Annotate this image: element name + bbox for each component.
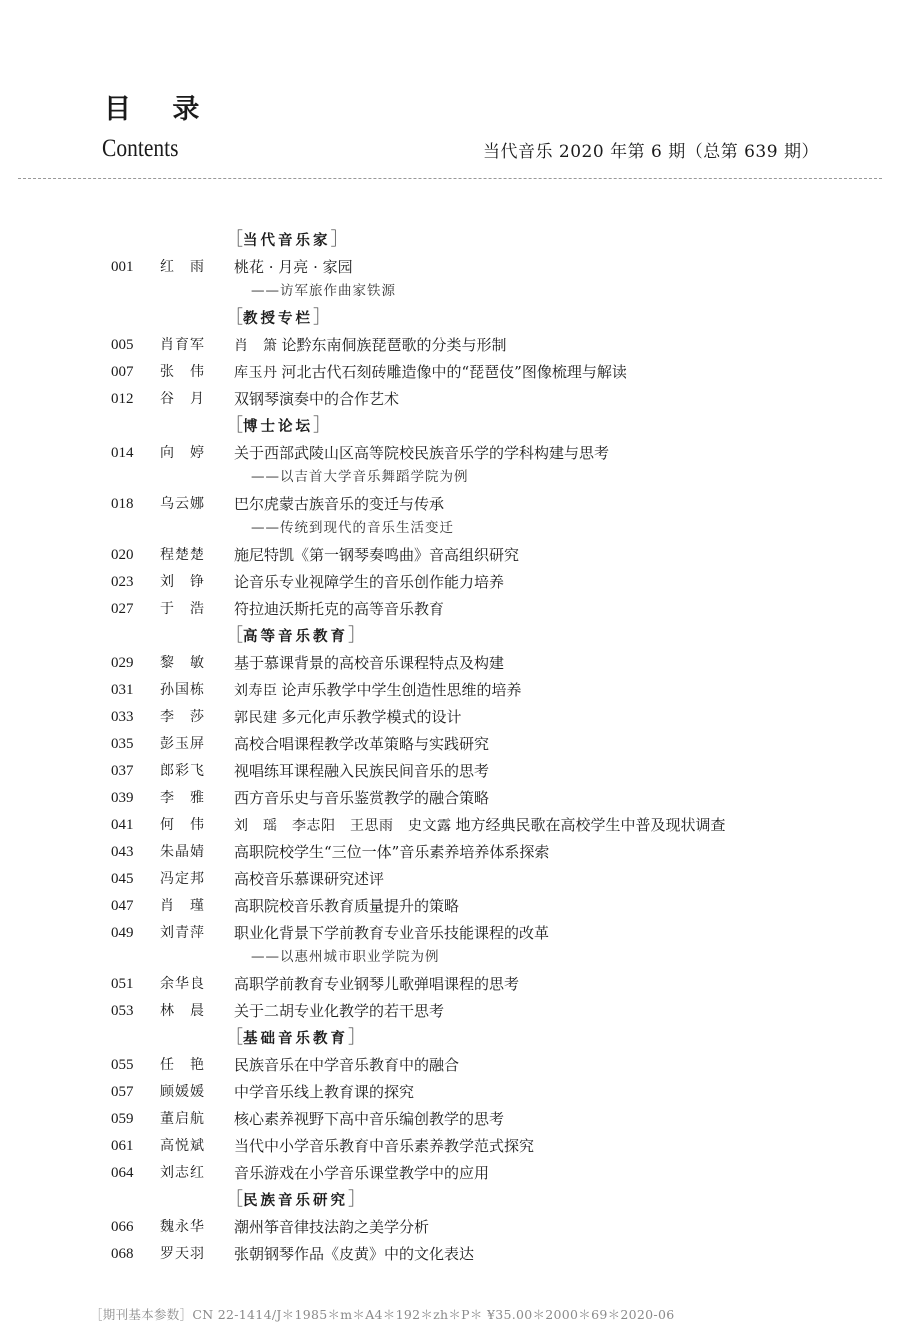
page-number: 029 — [111, 655, 134, 671]
bracket-left: ［ — [225, 1027, 243, 1048]
title-line — [234, 679, 522, 702]
toc-entry[interactable] — [0, 571, 900, 593]
title-line — [234, 571, 504, 593]
page-number: 033 — [111, 709, 134, 725]
author-name: 魏永华 — [160, 1219, 205, 1235]
author-name: 高悦斌 — [160, 1138, 205, 1154]
page-number: 055 — [111, 1057, 134, 1073]
article-title: 地方经典民歌在高校学生中普及现状调查 — [455, 816, 726, 834]
coauthor-names: 郭民建 — [234, 710, 278, 726]
article-title: 符拉迪沃斯托克的高等音乐教育 — [234, 600, 445, 618]
page-number: 057 — [111, 1084, 134, 1100]
author-name: 谷 月 — [160, 391, 205, 407]
page-number: 020 — [111, 547, 134, 563]
article-title: 高职院校学生“三位一体”音乐素养培养体系探索 — [234, 843, 550, 861]
bracket-right: ］ — [313, 415, 331, 436]
page-number: 031 — [111, 682, 134, 698]
author-name: 肖 瑾 — [160, 898, 205, 914]
section-label: 当代音乐家 — [243, 233, 331, 249]
article-title: 核心素养视野下高中音乐编创教学的思考 — [234, 1110, 505, 1128]
article-title: 高校音乐慕课研究述评 — [234, 870, 385, 888]
title-line — [234, 1000, 444, 1022]
author-name: 朱晶婧 — [160, 844, 205, 860]
author-name: 李 雅 — [160, 790, 205, 806]
title-line — [234, 361, 627, 384]
toc-entry[interactable] — [0, 652, 900, 674]
toc-entry[interactable] — [0, 442, 900, 464]
coauthor-names: 刘寿臣 — [234, 683, 278, 699]
toc-entry[interactable] — [0, 679, 900, 701]
title-line — [234, 922, 549, 944]
author-name: 红 雨 — [160, 259, 205, 275]
bracket-left: ［ — [225, 229, 243, 250]
section-heading — [225, 415, 331, 437]
article-subtitle: ——访军旅作曲家铁源 — [251, 283, 396, 299]
author-name: 孙国栋 — [160, 682, 205, 698]
toc-entry[interactable] — [0, 544, 900, 566]
page-number: 045 — [111, 871, 134, 887]
bracket-right: ］ — [348, 1027, 366, 1048]
title-line — [234, 652, 504, 674]
article-title: 多元化声乐教学模式的设计 — [281, 708, 462, 726]
author-name: 张 伟 — [160, 364, 205, 380]
page-number: 049 — [111, 925, 134, 941]
coauthor-names: 库玉丹 — [234, 365, 278, 381]
page-number: 064 — [111, 1165, 134, 1181]
toc-entry[interactable] — [0, 787, 900, 809]
toc-entry[interactable] — [0, 1081, 900, 1103]
page-number: 023 — [111, 574, 134, 590]
title-line — [234, 256, 353, 278]
page-number: 068 — [111, 1246, 134, 1262]
bracket-right: ］ — [348, 1189, 366, 1210]
title-line — [234, 442, 609, 464]
bracket-left: ［ — [225, 307, 243, 328]
article-title: 中学音乐线上教育课的探究 — [234, 1083, 415, 1101]
toc-entry[interactable] — [0, 895, 900, 917]
page-number: 007 — [111, 364, 134, 380]
article-title: 双钢琴演奏中的合作艺术 — [234, 390, 400, 408]
article-title: 潮州筝音律技法韵之美学分析 — [234, 1218, 430, 1236]
page-number: 043 — [111, 844, 134, 860]
title-line — [234, 760, 489, 782]
author-name: 李 莎 — [160, 709, 205, 725]
author-name: 任 艳 — [160, 1057, 205, 1073]
bracket-right: ］ — [330, 229, 349, 250]
article-subtitle: ——以惠州城市职业学院为例 — [251, 949, 440, 965]
article-title: 当代中小学音乐教育中音乐素养教学范式探究 — [234, 1137, 535, 1155]
toc-entry[interactable] — [0, 256, 900, 278]
author-name: 乌云娜 — [160, 496, 205, 512]
article-title: 关于西部武陵山区高等院校民族音乐学的学科构建与思考 — [234, 444, 610, 462]
article-title: 民族音乐在中学音乐教育中的融合 — [234, 1056, 460, 1074]
toc-entry[interactable] — [0, 334, 900, 356]
page-number: 005 — [111, 337, 134, 353]
toc-entry[interactable] — [0, 1054, 900, 1076]
section-label: 基础音乐教育 — [243, 1031, 348, 1047]
page-number: 047 — [111, 898, 134, 914]
toc-entry[interactable] — [0, 841, 900, 863]
author-name: 肖育军 — [160, 337, 205, 353]
section-heading — [225, 229, 349, 251]
page-number: 051 — [111, 976, 134, 992]
article-title: 高校合唱课程教学改革策略与实践研究 — [234, 735, 490, 753]
bracket-left: ［ — [225, 625, 243, 646]
article-title: 关于二胡专业化教学的若干思考 — [234, 1002, 445, 1020]
author-name: 罗天羽 — [160, 1246, 205, 1262]
article-title: 视唱练耳课程融入民族民间音乐的思考 — [234, 762, 490, 780]
article-title: 基于慕课背景的高校音乐课程特点及构建 — [234, 654, 505, 672]
author-name: 刘志红 — [160, 1165, 205, 1181]
coauthor-names: 刘 瑶 李志阳 王思雨 史文露 — [234, 818, 452, 834]
section-heading — [225, 1189, 366, 1211]
toc-entry[interactable] — [0, 706, 900, 728]
toc-entry[interactable] — [0, 1135, 900, 1157]
toc-entry[interactable] — [0, 361, 900, 383]
journal-parameters-footer: ［期刊基本参数］CN 22-1414/J＊1985＊m＊A4＊192＊zh＊P＊ ¥35.00＊2000＊69＊2020-06 — [90, 1307, 675, 1322]
page-number: 061 — [111, 1138, 134, 1154]
toc-entry[interactable] — [0, 388, 900, 410]
toc-entry[interactable] — [0, 598, 900, 620]
title-line — [234, 1162, 489, 1184]
page-number: 059 — [111, 1111, 134, 1127]
journal-issue-info: 当代音乐 2020 年第 6 期（总第 639 期） — [483, 142, 819, 162]
page-number: 035 — [111, 736, 134, 752]
article-title: 施尼特凯《第一钢琴奏鸣曲》音高组织研究 — [234, 546, 520, 564]
article-title: 桃花 · 月亮 · 家园 — [234, 258, 353, 276]
section-heading — [225, 625, 366, 647]
article-title: 西方音乐史与音乐鉴赏教学的融合策略 — [234, 789, 490, 807]
page-number: 066 — [111, 1219, 134, 1235]
article-subtitle: ——以吉首大学音乐舞蹈学院为例 — [251, 469, 469, 485]
bracket-right: ］ — [313, 307, 331, 328]
article-title: 论黔东南侗族琵琶歌的分类与形制 — [281, 336, 507, 354]
toc-entry[interactable] — [0, 1000, 900, 1022]
title-line — [234, 334, 507, 357]
title-line — [234, 895, 459, 917]
article-title: 高职学前教育专业钢琴儿歌弹唱课程的思考 — [234, 975, 520, 993]
page-number: 018 — [111, 496, 134, 512]
section-label: 民族音乐研究 — [243, 1193, 348, 1209]
section-label: 高等音乐教育 — [243, 629, 348, 645]
article-title: 音乐游戏在小学音乐课堂教学中的应用 — [234, 1164, 490, 1182]
title-line — [234, 706, 462, 729]
author-name: 程楚楚 — [160, 547, 205, 563]
title-line — [234, 841, 549, 863]
article-subtitle: ——传统到现代的音乐生活变迁 — [251, 520, 454, 536]
author-name: 刘 铮 — [160, 574, 205, 590]
author-name: 向 婷 — [160, 445, 205, 461]
title-line — [234, 814, 726, 837]
article-title: 论音乐专业视障学生的音乐创作能力培养 — [234, 573, 505, 591]
article-title: 论声乐教学中学生创造性思维的培养 — [281, 681, 522, 699]
title-line — [234, 493, 444, 515]
toc-entry[interactable] — [0, 1216, 900, 1238]
page-number: 041 — [111, 817, 134, 833]
bracket-right: ］ — [348, 625, 366, 646]
page-number: 039 — [111, 790, 134, 806]
page-number: 014 — [111, 445, 134, 461]
page-title: 目 录 — [104, 94, 216, 125]
title-line — [234, 1135, 534, 1157]
author-name: 郎彩飞 — [160, 763, 205, 779]
author-name: 彭玉屏 — [160, 736, 205, 752]
title-line — [234, 733, 489, 755]
section-heading — [225, 1027, 366, 1049]
author-name: 何 伟 — [160, 817, 205, 833]
article-title: 张朝钢琴作品《皮黄》中的文化表达 — [234, 1245, 475, 1263]
page-number: 001 — [111, 259, 134, 275]
author-name: 冯定邦 — [160, 871, 205, 887]
toc-entry[interactable] — [0, 973, 900, 995]
author-name: 刘青萍 — [160, 925, 205, 941]
title-line — [234, 1216, 429, 1238]
author-name: 于 浩 — [160, 601, 205, 617]
author-name: 黎 敏 — [160, 655, 205, 671]
title-line — [234, 787, 489, 809]
toc-entry[interactable] — [0, 733, 900, 755]
toc-entry[interactable] — [0, 1243, 900, 1265]
toc-entry[interactable] — [0, 1162, 900, 1184]
article-title: 河北古代石刻砖雕造像中的“琵琶伎”图像梳理与解读 — [281, 363, 627, 381]
bracket-left: ［ — [225, 1189, 243, 1210]
title-line — [234, 868, 384, 890]
toc-entry[interactable] — [0, 814, 900, 836]
author-name: 董启航 — [160, 1111, 205, 1127]
coauthor-names: 肖 箫 — [234, 338, 278, 354]
title-line — [234, 388, 399, 410]
title-line — [234, 1081, 414, 1103]
page-number: 037 — [111, 763, 134, 779]
title-line — [234, 973, 519, 995]
article-title: 职业化背景下学前教育专业音乐技能课程的改革 — [234, 924, 550, 942]
section-label: 博士论坛 — [243, 419, 313, 435]
section-heading — [225, 307, 331, 329]
toc-entry[interactable] — [0, 1108, 900, 1130]
page-number: 012 — [111, 391, 134, 407]
author-name: 顾媛媛 — [160, 1084, 205, 1100]
page-number: 027 — [111, 601, 134, 617]
toc-entry[interactable] — [0, 922, 900, 944]
article-title: 高职院校音乐教育质量提升的策略 — [234, 897, 460, 915]
bracket-left: ［ — [225, 415, 243, 436]
title-line — [234, 1243, 474, 1265]
title-line — [234, 544, 519, 566]
page-number: 053 — [111, 1003, 134, 1019]
title-line — [234, 1054, 459, 1076]
article-title: 巴尔虎蒙古族音乐的变迁与传承 — [234, 495, 445, 513]
section-label: 教授专栏 — [243, 311, 313, 327]
title-line — [234, 598, 444, 620]
title-line — [234, 1108, 504, 1130]
author-name: 余华良 — [160, 976, 205, 992]
toc-entry[interactable] — [0, 760, 900, 782]
page-subtitle-english: Contents — [102, 135, 179, 162]
toc-entry[interactable] — [0, 868, 900, 890]
author-name: 林 晨 — [160, 1003, 205, 1019]
toc-entry[interactable] — [0, 493, 900, 515]
